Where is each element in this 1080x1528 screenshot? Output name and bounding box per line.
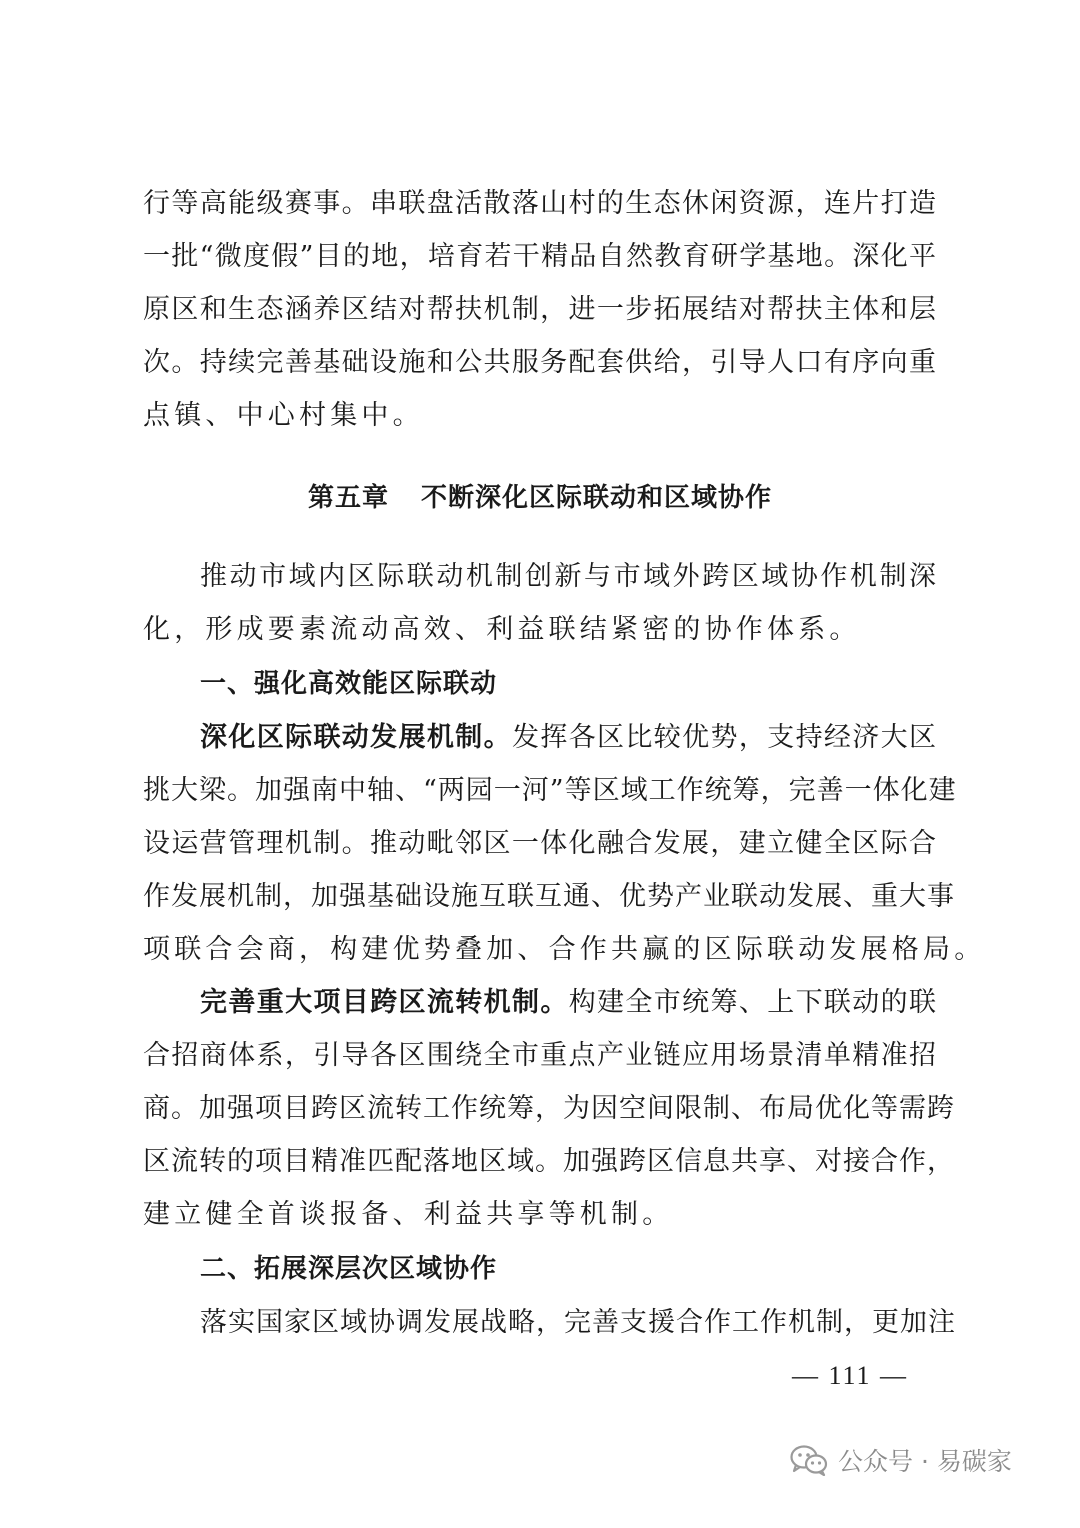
paragraph-1-line-4: 次。持续完善基础设施和公共服务配套供给，引导人口有序向重 <box>143 347 937 378</box>
chapter-title: 不断深化区际联动和区域协作 <box>421 483 773 513</box>
paragraph-4-first-rest: 构建全市统筹、上下联动的联 <box>568 987 938 1018</box>
paragraph-3-line-4: 作发展机制，加强基础设施互联互通、优势产业联动发展、重大事 <box>143 881 955 912</box>
page-number: — 111 — <box>791 1361 909 1390</box>
paragraph-3-first-rest: 发挥各区比较优势，支持经济大区 <box>511 722 938 753</box>
paragraph-1-line-5: 点镇、中心村集中。 <box>143 400 424 431</box>
paragraph-4-line-4: 区流转的项目精准匹配落地区域。加强跨区信息共享、对接合作， <box>143 1146 955 1177</box>
paragraph-3-line-2: 挑大梁。加强南中轴、“两园一河”等区域工作统筹，完善一体化建 <box>143 775 957 806</box>
paragraph-4-lead: 完善重大项目跨区流转机制。 <box>200 987 569 1018</box>
chapter-number: 第五章 <box>307 483 389 513</box>
paragraph-2-line-2: 化，形成要素流动高效、利益联结紧密的协作体系。 <box>143 614 861 645</box>
chapter-heading <box>0 478 1080 518</box>
paragraph-4-line-2: 合招商体系，引导各区围绕全市重点产业链应用场景清单精准招 <box>143 1040 937 1071</box>
paragraph-1-line-1: 行等高能级赛事。串联盘活散落山村的生态休闲资源，连片打造 <box>143 188 937 219</box>
paragraph-3-line-3: 设运营管理机制。推动毗邻区一体化融合发展，建立健全区际合 <box>143 828 937 859</box>
section-2-heading: 二、拓展深层次区域协作 <box>200 1254 498 1284</box>
watermark <box>790 1440 1012 1480</box>
paragraph-3-line-1 <box>200 718 937 758</box>
paragraph-4-line-5: 建立健全首谈报备、利益共享等机制。 <box>143 1199 674 1230</box>
paragraph-4-line-3: 商。加强项目跨区流转工作统筹，为因空间限制、布局优化等需跨 <box>143 1093 955 1124</box>
wechat-icon <box>790 1444 828 1476</box>
section-1-heading: 一、强化高效能区际联动 <box>200 669 498 699</box>
paragraph-1-line-3: 原区和生态涵养区结对帮扶机制，进一步拓展结对帮扶主体和层 <box>143 294 937 325</box>
paragraph-4-line-1 <box>200 983 937 1023</box>
paragraph-3-line-5: 项联合会商，构建优势叠加、合作共赢的区际联动发展格局。 <box>143 934 986 965</box>
paragraph-3-lead: 深化区际联动发展机制。 <box>200 722 512 753</box>
watermark-text: 公众号 · 易碳家 <box>838 1447 1012 1476</box>
paragraph-2-line-1: 推动市域内区际联动机制创新与市域外跨区域协作机制深 <box>200 561 937 592</box>
paragraph-1-line-2: 一批“微度假”目的地，培育若干精品自然教育研学基地。深化平 <box>143 241 937 272</box>
paragraph-5-line-1: 落实国家区域协调发展战略，完善支援合作工作机制，更加注 <box>200 1307 956 1338</box>
